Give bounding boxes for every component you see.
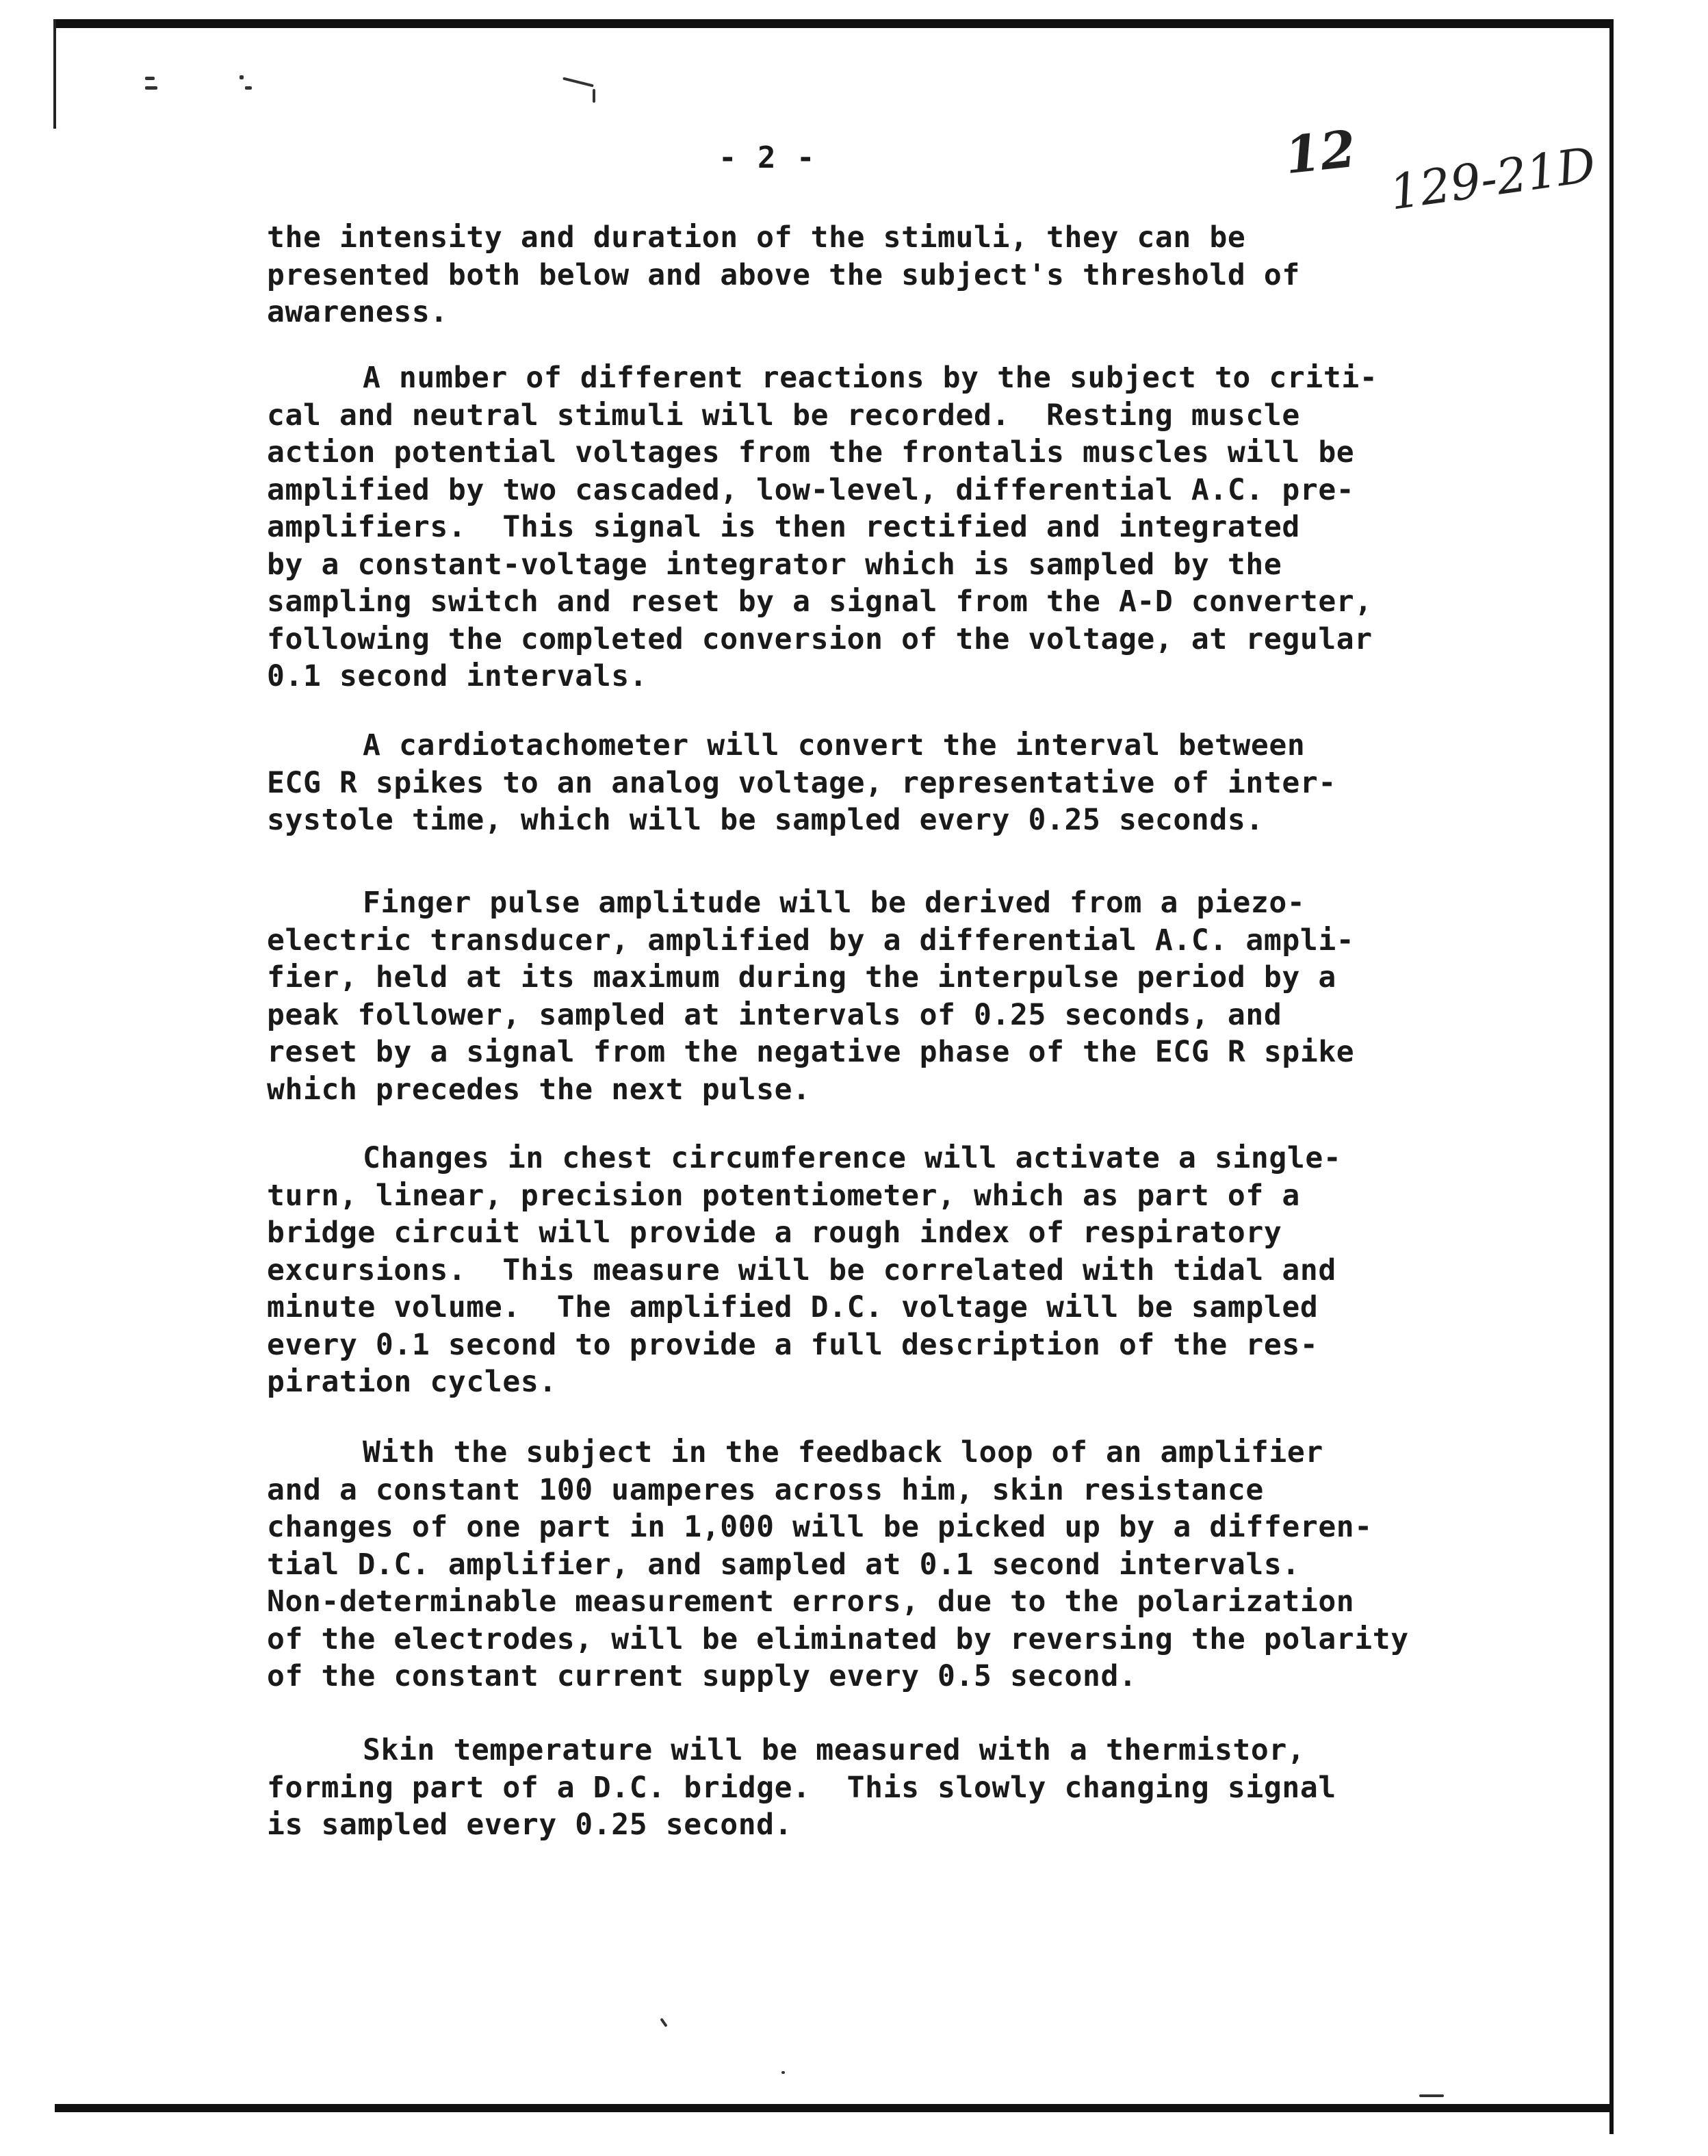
right-border-rule xyxy=(1609,19,1614,2134)
text-line: which precedes the next pulse. xyxy=(267,1072,811,1107)
text-line: piration cycles. xyxy=(267,1365,557,1399)
scan-speck xyxy=(240,75,244,79)
paragraph-cardiotachometer xyxy=(267,727,1336,839)
text-line: following the completed conversion of the voltage, at regular xyxy=(267,621,1373,656)
paragraph-skin-temperature xyxy=(267,1732,1336,1844)
paragraph-intro xyxy=(267,219,1300,331)
scan-speck xyxy=(145,86,157,90)
handwritten-reference-number: 129-21D xyxy=(1386,136,1599,221)
text-line: peak follower, sampled at intervals of 0.25 seconds, and xyxy=(267,997,1282,1032)
bottom-border-rule xyxy=(55,2104,1614,2112)
text-line: Skin temperature will be measured with a thermistor, xyxy=(363,1733,1306,1767)
scan-speck xyxy=(781,2071,785,2074)
text-line: bridge circuit will provide a rough index of respiratory xyxy=(267,1216,1282,1250)
handwritten-page-mark: 12 xyxy=(1282,119,1359,186)
text-line: sampling switch and reset by a signal from the A-D converter, xyxy=(267,585,1373,619)
text-line: forming part of a D.C. bridge. This slowly changing signal xyxy=(267,1770,1336,1805)
scan-speck xyxy=(562,77,594,87)
text-line: systole time, which will be sampled every 0.25 seconds. xyxy=(267,803,1264,837)
text-line: presented both below and above the subject's threshold of xyxy=(267,257,1300,292)
text-line: ECG R spikes to an analog voltage, representative of inter- xyxy=(267,765,1336,800)
text-line: reset by a signal from the negative phase of the ECG R spike xyxy=(267,1035,1355,1069)
text-line: tial D.C. amplifier, and sampled at 0.1 second intervals. xyxy=(267,1547,1300,1582)
scan-speck xyxy=(1419,2094,1444,2097)
text-line: electric transducer, amplified by a differential A.C. ampli- xyxy=(267,923,1355,958)
text-line: cal and neutral stimuli will be recorded. Resting muscle xyxy=(267,398,1300,433)
text-line: Finger pulse amplitude will be derived from a piezo- xyxy=(363,886,1306,920)
text-line: awareness. xyxy=(267,295,448,329)
text-line: the intensity and duration of the stimuli, they can be xyxy=(267,220,1246,255)
text-line: is sampled every 0.25 second. xyxy=(267,1808,793,1842)
text-line: of the constant current supply every 0.5 second. xyxy=(267,1659,1137,1693)
paragraph-finger-pulse xyxy=(267,884,1354,1108)
scan-speck xyxy=(245,86,252,90)
text-line: fier, held at its maximum during the interpulse period by a xyxy=(267,960,1336,994)
text-line: every 0.1 second to provide a full description of the res- xyxy=(267,1327,1319,1362)
scan-speck xyxy=(145,77,155,80)
text-line: by a constant-voltage integrator which is sampled by the xyxy=(267,547,1282,582)
text-line: amplifiers. This signal is then rectified and integrated xyxy=(267,510,1300,544)
text-line: A number of different reactions by the subject to criti- xyxy=(363,361,1378,395)
left-border-rule xyxy=(53,19,56,129)
text-line: minute volume. The amplified D.C. voltage will be sampled xyxy=(267,1290,1319,1324)
text-line: A cardiotachometer will convert the interval between xyxy=(363,728,1306,762)
text-line: Non-determinable measurement errors, due to the polarization xyxy=(267,1584,1355,1619)
text-line: turn, linear, precision potentiometer, which as part of a xyxy=(267,1178,1300,1213)
scan-speck xyxy=(660,2018,667,2027)
page-number: - 2 - xyxy=(719,140,816,175)
text-line: changes of one part in 1,000 will be picked up by a differen- xyxy=(267,1510,1373,1544)
text-line: and a constant 100 uamperes across him, skin resistance xyxy=(267,1472,1264,1507)
paragraph-muscle-action xyxy=(267,359,1377,695)
scan-speck xyxy=(593,89,595,103)
paragraph-skin-resistance xyxy=(267,1434,1409,1695)
text-line: of the electrodes, will be eliminated by reversing the polarity xyxy=(267,1621,1409,1656)
text-line: 0.1 second intervals. xyxy=(267,659,648,693)
text-line: amplified by two cascaded, low-level, differential A.C. pre- xyxy=(267,472,1355,507)
text-line: Changes in chest circumference will activate a single- xyxy=(363,1141,1342,1175)
text-line: With the subject in the feedback loop of an amplifier xyxy=(363,1435,1323,1470)
paragraph-chest-circumference xyxy=(267,1140,1341,1401)
text-line: excursions. This measure will be correlated with tidal and xyxy=(267,1253,1336,1287)
top-border-rule xyxy=(55,19,1614,28)
text-line: action potential voltages from the frontalis muscles will be xyxy=(267,435,1355,470)
